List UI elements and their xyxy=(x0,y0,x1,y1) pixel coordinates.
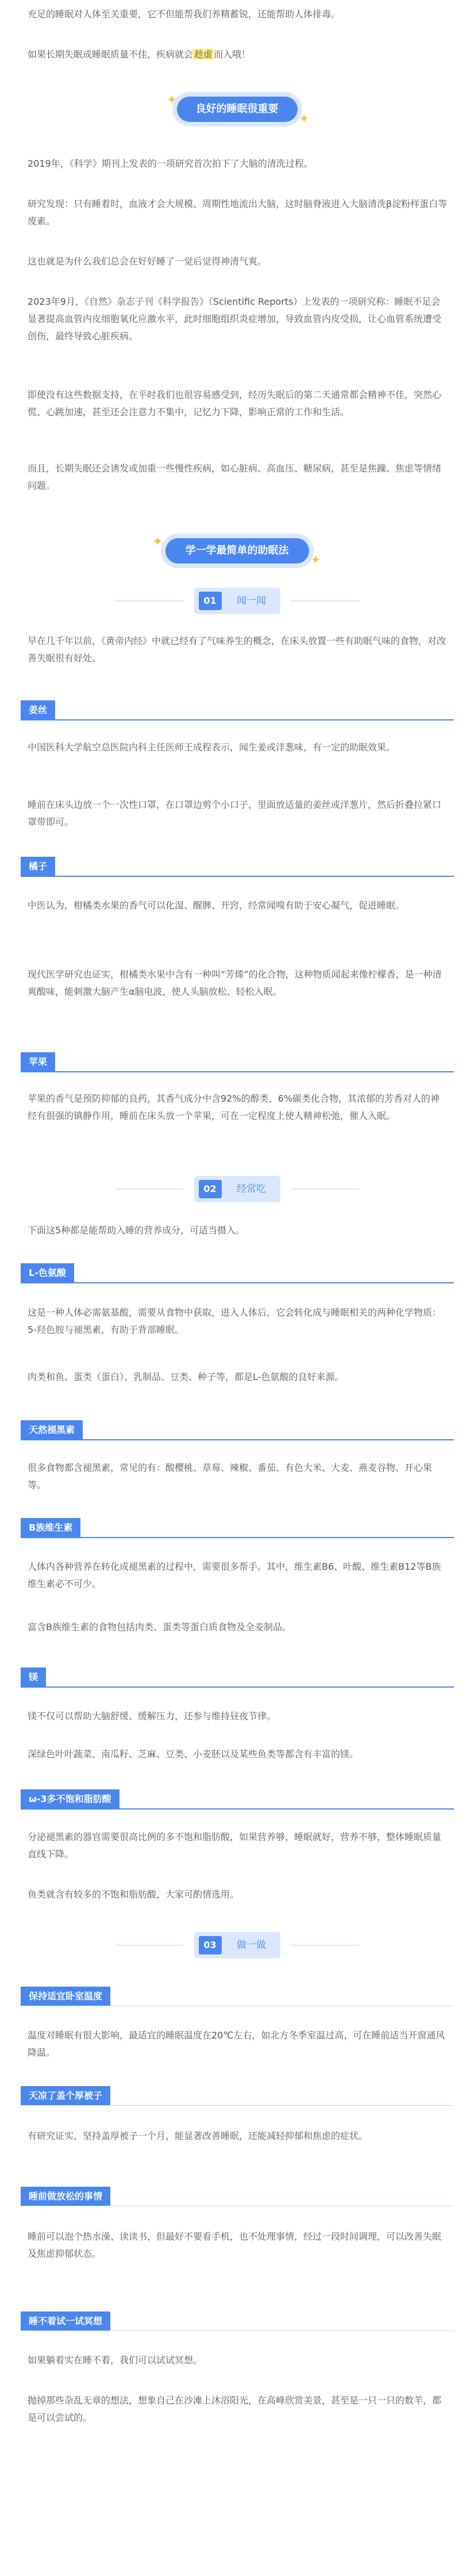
topic-paragraph: 鱼类就含有较多的不饱和脂肪酸，大家可酌情选用。 xyxy=(28,1889,240,1900)
step-number: 02 xyxy=(199,1180,222,1198)
step-divider xyxy=(115,1189,184,1190)
step-header xyxy=(194,588,280,614)
topic-paragraph: 肉类和鱼、蛋类（蛋白）、乳制品、豆类、种子等，都是L-色氨酸的良好来源。 xyxy=(28,1371,344,1382)
topic-paragraph: 抛掉那些杂乱无章的想法，想象自己在沙滩上沐浴阳光，在高峰欣赏美景，甚至是一只一只的数羊，都是可以尝试的。 xyxy=(28,2395,442,2423)
topic-tag: 睡不着试一试冥想 xyxy=(21,2312,110,2331)
topic-tag: 苹果 xyxy=(21,1052,55,1072)
section1-paragraph: 2019年，《科学》期刊上发表的一项研究首次拍下了大脑的清洗过程。 xyxy=(28,158,313,169)
tag-underline xyxy=(21,719,454,720)
section1-paragraph: 2023年9月，《自然》杂志子刊《科学报告》（Scientific Reports）上发表的一项研究称：睡眠不足会显著提高血管内皮细胞氧化应激水平，此时细胞组织炎症增加，导致血管内皮受损，让心血管系统遭受创伤，最终导致心脏疾病。 xyxy=(28,296,442,342)
step-intro: 早在几千年以前，《黄帝内经》中就已经有了气味养生的概念，在床头放置一些有助眠气味的食物，对改善失眠很有好处。 xyxy=(28,635,446,664)
sparkle-icon: ✦ xyxy=(167,93,178,108)
step-divider xyxy=(290,600,359,601)
tag-underline xyxy=(21,2330,454,2331)
sparkle-icon: ✦ xyxy=(310,553,321,568)
section1-paragraph: 而且，长期失眠还会诱发或加重一些慢性疾病，如心脏病、高血压、糖尿病，甚至是焦躁、焦虑等情绪问题。 xyxy=(28,463,442,491)
tag-underline xyxy=(21,876,454,877)
topic-paragraph: 这是一种人体必需氨基酸，需要从食物中获取，进入人体后，它会转化成与睡眠相关的两种化学物质：5-羟色胺与褪黑素，有助于背部睡眠。 xyxy=(28,1307,442,1335)
topic-tag: L-色氨酸 xyxy=(21,1263,74,1283)
topic-tag: ω-3多不饱和脂肪酸 xyxy=(21,1789,120,1809)
tag-underline xyxy=(21,1439,454,1440)
topic-paragraph: 中医认为，柑橘类水果的香气可以化湿、醒脾、开窍，经常闻嗅有助于安心凝气，促进睡眠。 xyxy=(28,900,405,911)
step-divider xyxy=(290,1945,359,1946)
topic-tag: 天然褪黑素 xyxy=(21,1420,83,1440)
section1-paragraph: 这也就是为什么我们总会在好好睡了一觉后觉得神清气爽。 xyxy=(28,256,267,267)
step-divider xyxy=(290,1189,359,1190)
topic-tag: 姜丝 xyxy=(21,700,55,720)
topic-paragraph: 富含B族维生素的食物包括肉类、蛋类等蛋白质食物及全麦制品。 xyxy=(28,1621,291,1632)
step-header xyxy=(194,1932,280,1958)
topic-tag: 天凉了盖个厚被子 xyxy=(21,2086,110,2106)
intro-highlight: 趁虚 xyxy=(194,49,213,60)
tag-underline xyxy=(21,1686,454,1688)
topic-tag: 睡前做放松的事情 xyxy=(21,2187,110,2206)
topic-paragraph: 人体内各种营养在转化成褪黑素的过程中，需要很多帮手。其中，维生素B6、叶酸、维生素B12等B族维生素必不可少。 xyxy=(28,1561,441,1589)
topic-tag: 保持适宜卧室温度 xyxy=(21,1987,110,2006)
topic-paragraph: 睡前可以泡个热水澡、读读书，但最好不要看手机，也不处理事情，经过一段时间调理，可以改善失眠及焦虑抑郁状态。 xyxy=(28,2231,442,2259)
step-number: 03 xyxy=(199,1936,222,1954)
topic-tag: 橘子 xyxy=(21,857,55,876)
tag-underline xyxy=(21,2105,454,2106)
topic-paragraph: 镁不仅可以帮助大脑舒缓、缓解压力，还参与维持昼夜节律。 xyxy=(28,1711,276,1722)
topic-paragraph: 分泌褪黑素的器官需要很高比例的多不饱和脂肪酸，如果营养够，睡眠就好，营养不够，整体睡眠质量直线下降。 xyxy=(28,1831,442,1860)
tag-underline xyxy=(21,1808,454,1810)
tag-underline xyxy=(21,1537,454,1538)
topic-paragraph: 现代医学研究也证实，柑橘类水果中含有一种叫“芳烯”的化合物，这种物质闻起来像柠檬香，是一种清爽酸味，能刺激大脑产生α脑电波，使人头脑放松、轻松入眠。 xyxy=(28,969,442,997)
topic-paragraph: 中国医科大学航空总医院内科主任医师王成程表示，闻生姜或洋葱味，有一定的助眠效果。 xyxy=(28,742,396,753)
sparkle-icon: ✦ xyxy=(152,535,163,549)
tag-underline xyxy=(21,1071,454,1072)
intro-paragraph: 充足的睡眠对人体至关重要，它不但能帮我们养精蓄锐，还能帮助人体排毒。 xyxy=(28,9,341,20)
topic-paragraph: 有研究证实，坚持盖厚被子一个月，能显著改善睡眠，还能减轻抑郁和焦虑的症状。 xyxy=(28,2130,368,2141)
section-title-pill: 学一学最简单的助眠法 xyxy=(165,538,309,564)
topic-tag: 镁 xyxy=(21,1667,46,1687)
topic-paragraph: 很多食物都含褪黑素，常见的有：酸樱桃、草莓、辣椒、番茄、有色大米、大麦、燕麦谷物、开心果等。 xyxy=(28,1462,433,1490)
sparkle-icon: ✦ xyxy=(299,112,310,126)
topic-paragraph: 深绿色叶叶蔬菜、南瓜籽、芝麻、豆类、小麦胚以及某些鱼类等都含有丰富的镁。 xyxy=(28,1749,359,1759)
step-header xyxy=(194,1176,280,1202)
step-label: 经常吃 xyxy=(237,1183,266,1195)
step-divider xyxy=(115,1945,184,1946)
step-divider xyxy=(115,600,184,601)
step-label: 做一做 xyxy=(237,1939,266,1951)
intro-paragraph-2 xyxy=(28,46,448,63)
intro-text-after: 而入哦！ xyxy=(214,49,251,60)
step-label: 闻一闻 xyxy=(237,595,266,607)
tag-underline xyxy=(21,1282,454,1283)
topic-paragraph: 如果躺着实在睡不着，我们可以试试冥想。 xyxy=(28,2355,203,2366)
section1-paragraph: 研究发现：只有睡着时，血液才会大规模、周期性地流出大脑，这时脑脊液进入大脑清洗β淀粉样蛋白等废素。 xyxy=(28,198,448,227)
step-number: 01 xyxy=(199,592,222,610)
topic-paragraph: 温度对睡眠有很大影响，最适宜的睡眠温度在20℃左右，如北方冬季室温过高，可在睡前适当开窗通风降温。 xyxy=(28,2030,445,2058)
topic-paragraph: 苹果的香气是预防抑郁的良药，其香气成分中含92%的醇类，6%碳类化合物，其浓郁的芳香对人的神经有很强的镇静作用，睡前在床头放一个苹果，可在一定程度上使人精神松弛，催人入眠。 xyxy=(28,1093,440,1121)
topic-tag: B族维生素 xyxy=(21,1518,80,1538)
section1-paragraph: 即使没有这些数据支持，在平时我们也很容易感受到，经历失眠后的第二天通常都会精神不佳，突然心慌、心跳加速，甚至还会注意力不集中，记忆力下降，影响正常的工作和生活。 xyxy=(28,389,442,417)
intro-text-before: 如果长期失眠或睡眠质量不佳，疾病就会 xyxy=(28,49,194,60)
section-title-pill: 良好的睡眠很重要 xyxy=(177,97,298,122)
step-intro: 下面这5种都是能帮助入睡的营养成分，可适当摄入。 xyxy=(28,1225,245,1236)
topic-paragraph: 睡前在床头边放一个一次性口罩，在口罩边剪个小口子，里面放适量的姜丝或洋葱片，然后折叠拉紧口罩带即可。 xyxy=(28,799,442,827)
